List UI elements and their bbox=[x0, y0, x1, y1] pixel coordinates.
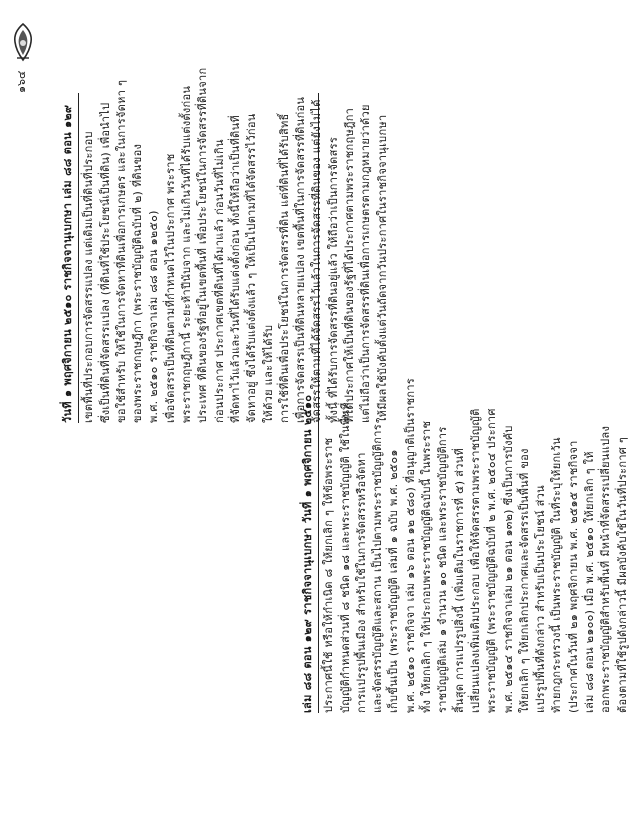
text-line: ท้ายกฎกระทรวงนี้ เป็นพระราชบัญญัติ ในที่ระบุให้ยกเว้น bbox=[550, 437, 564, 713]
text-line: ให้มีผลใช้บังคับตั้งแต่วันถัดจากวันประกาศในราชกิจจานุเบกษา bbox=[375, 114, 389, 423]
text-line: ที่จัดหาไว้แล้วและวันที่ได้รับแต่งตั้งก่อน ทั้งนี้ให้ถือว่าเป็นที่ดินที่ bbox=[228, 115, 242, 423]
text-line: เล่ม ๘๘ ตอน ๒๑๐๐) เมื่อ พ.ศ. ๒๕๑๐ ให้ยกเลิก ๆ ให้ bbox=[583, 451, 597, 713]
left-column bbox=[60, 67, 389, 423]
text-line: การใช้ที่ดินเพื่อประโยชน์ในการจัดสรรที่ดิน แต่ที่ดินที่ได้รับสิทธิ์ bbox=[277, 113, 291, 423]
text-line: ทั้งนี้ ที่ได้รับการจัดสรรที่ดินอยู่แล้ว ให้ถือว่าเป็นการจัดสรร bbox=[326, 136, 340, 423]
text-line: แปรรูปพื้นที่ดังกล่าว สำหรับเป็นประโยชน์ ส่วน bbox=[534, 485, 548, 713]
text-line: ประเทศ ที่ดินของรัฐที่อยู่ในเขตพื้นที่ เพื่อประโยชน์ในการจัดสรรที่ดินจาก bbox=[196, 67, 210, 423]
text-line: เขตพื้นที่ประกอบการจัดสรรแปลง แต่เดิมเป็นที่ดินที่ประกอบ bbox=[82, 131, 96, 423]
text-line: เพื่อการจัดสรรเป็นที่ดินหลายแปลง เขตพื้นที่ในการจัดสรรที่ดินก่อน bbox=[294, 96, 308, 423]
text-line: พระราชกฤษฎีกานี้ ระยะห้าปีนับจาก และไม่เกินวันที่ได้รับแต่งตั้งก่อน bbox=[180, 85, 194, 423]
text-line: ซึ่งเป็นที่ดินที่จัดสรรแปลง (ที่ดินที่ใช้ประโยชน์เป็นที่ดิน) เพื่อนำไป bbox=[98, 102, 112, 423]
text-line: ราชบัญญัติเล่ม ๑ จำนวน ๑๐ ชนิด และพระราชบัญญัติการ bbox=[436, 426, 450, 713]
text-line: ให้ด้วย และให้ได้รับ bbox=[261, 324, 275, 423]
text-line: ของพระราชกฤษฎีกา (พระราชบัญญัติฉบับที่ ๒) ที่ดินของ bbox=[131, 143, 145, 423]
text-line: และจัดสรรบัญญัติและสถาน เป็นไปตามพระราชบัญญัติการ bbox=[371, 424, 385, 713]
text-line: เพื่อจัดสรรเป็นที่ดินตามที่กำหนดไว้ในประกาศ พระราช bbox=[163, 153, 177, 423]
text-line: (ประกาศในวันที่ ๒๑ พฤศจิกายน พ.ศ. ๒๕๑๕ ราชกิจจา bbox=[566, 440, 580, 713]
text-line: จัดสรรให้ตามที่ได้จัดสรรไว้แล้วในการจัดสรรที่ดินของ แต่ยังไม่ได้ bbox=[310, 99, 324, 423]
text-line: ก่อนประกาศ ประกาศเขตที่ดินที่ได้มาแล้ว ก่อนวันที่ไม่เกิน bbox=[212, 139, 226, 423]
text-line: ที่ได้ประกาศให้เป็นที่ดินของรัฐที่ได้ประกาศตามพระราชกฤษฎีกา bbox=[343, 107, 357, 423]
right-column-header: เล่ม ๘๘ ตอน ๑๒๙ ราชกิจจานุเบกษา วันที่ ๑ พฤศจิกายน ๒๕๑๐ bbox=[300, 93, 319, 713]
text-line: ขอใช้สำหรับ ให้ใช้ในการจัดหาที่ดินเพื่อการเกษตร และในการจัดหา ๆ bbox=[114, 79, 128, 423]
text-line: การแปรรูปพื้นเมือง สำหรับใช้ในการจัดสรรหรือจัดหา bbox=[354, 452, 368, 713]
text-line: เก็บขึ้นเป็น (พระราชบัญญัติ เล่มที่ ๑ ฉบับ พ.ศ. ๒๕๐๑ bbox=[387, 449, 401, 713]
text-line: พ.ศ. ๒๕๑๐ ราชกิจจาเล่ม ๘๘ ตอน ๑๒๕๐) bbox=[147, 210, 161, 423]
text-line: เปลี่ยนแปลงเพิ่มเติมประกอบ เพื่อให้จัดสรรตามพระราชบัญญัติ bbox=[468, 408, 482, 713]
page-number: ๑๖๔ bbox=[15, 70, 28, 93]
text-line: ให้ยกเลิก ๆ ให้ยกเลิกประกาศและจัดสรรเป็นพื้นที่ ของ bbox=[517, 448, 531, 713]
text-line: พ.ศ. ๒๕๑๔ ราชกิจจาเล่ม ๒๑ ตอน ๑๓๒) ซึ่งเป็นการบังคับ bbox=[501, 425, 515, 713]
text-line: ทั้ง ให้ยกเลิก ๆ ให้ประกอบพระราชบัญญัติฉบับนี้ ในพระราช bbox=[420, 420, 434, 713]
text-line: ต้องตามที่ใช้รูปดังกล่าวนี้ มีผลบังคับใช้ในวันที่ประกาศ ๆ bbox=[615, 436, 629, 713]
left-column-body bbox=[81, 67, 391, 423]
text-line: ประกาศนี้ใช้ หรือให้กำเนิด ๘ ให้ยกเลิก ๆ ให้ข้อพระราช bbox=[322, 437, 336, 713]
text-line: สิ้นสุด การแปรรูปสิ่งนี้ (เพิ่มเติมในราชการที่ ๕) ส่วนที่ bbox=[452, 447, 466, 713]
text-line: พ.ศ. ๒๕๑๐ ราชกิจจา เล่ม ๑๖ ตอน ๑๒ ๕๘๐) ที่อนุญาติเป็นราชการ bbox=[403, 377, 417, 713]
text-line: จัดหาอยู่ ซึ่งได้รับแต่งตั้งแล้ว ๆ ให้เป็นไปตามที่ได้จัดสรรไว้ก่อน bbox=[245, 113, 259, 423]
text-line: แต่ไม่ถือว่าเป็นการจัดสรรที่ดินเพื่อการเกษตรตามกฎหมายว่าด้วย bbox=[359, 104, 373, 423]
text-line: พระราชบัญญัติ (พระราชบัญญัติฉบับที่ ๒ พ.ศ. ๒๕๐๔ ประกาศ bbox=[485, 408, 499, 713]
text-line: บัญญัติกำหนดส่วนที่ ๘ ชนิด ๑๘ และพระราชบัญญัติ ใช้ในพื้นที่ bbox=[338, 402, 352, 713]
text-line: ออกพระราชบัญญัติสำหรับพื้นที่ มีหน้าที่จัดสรรเปลี่ยนแปลง bbox=[599, 425, 613, 713]
left-column-header: วันที่ ๑ พฤศจิกายน ๒๕๑๐ ราชกิจจานุเบกษา เล่ม ๘๘ ตอน ๑๒๙ bbox=[60, 93, 79, 423]
